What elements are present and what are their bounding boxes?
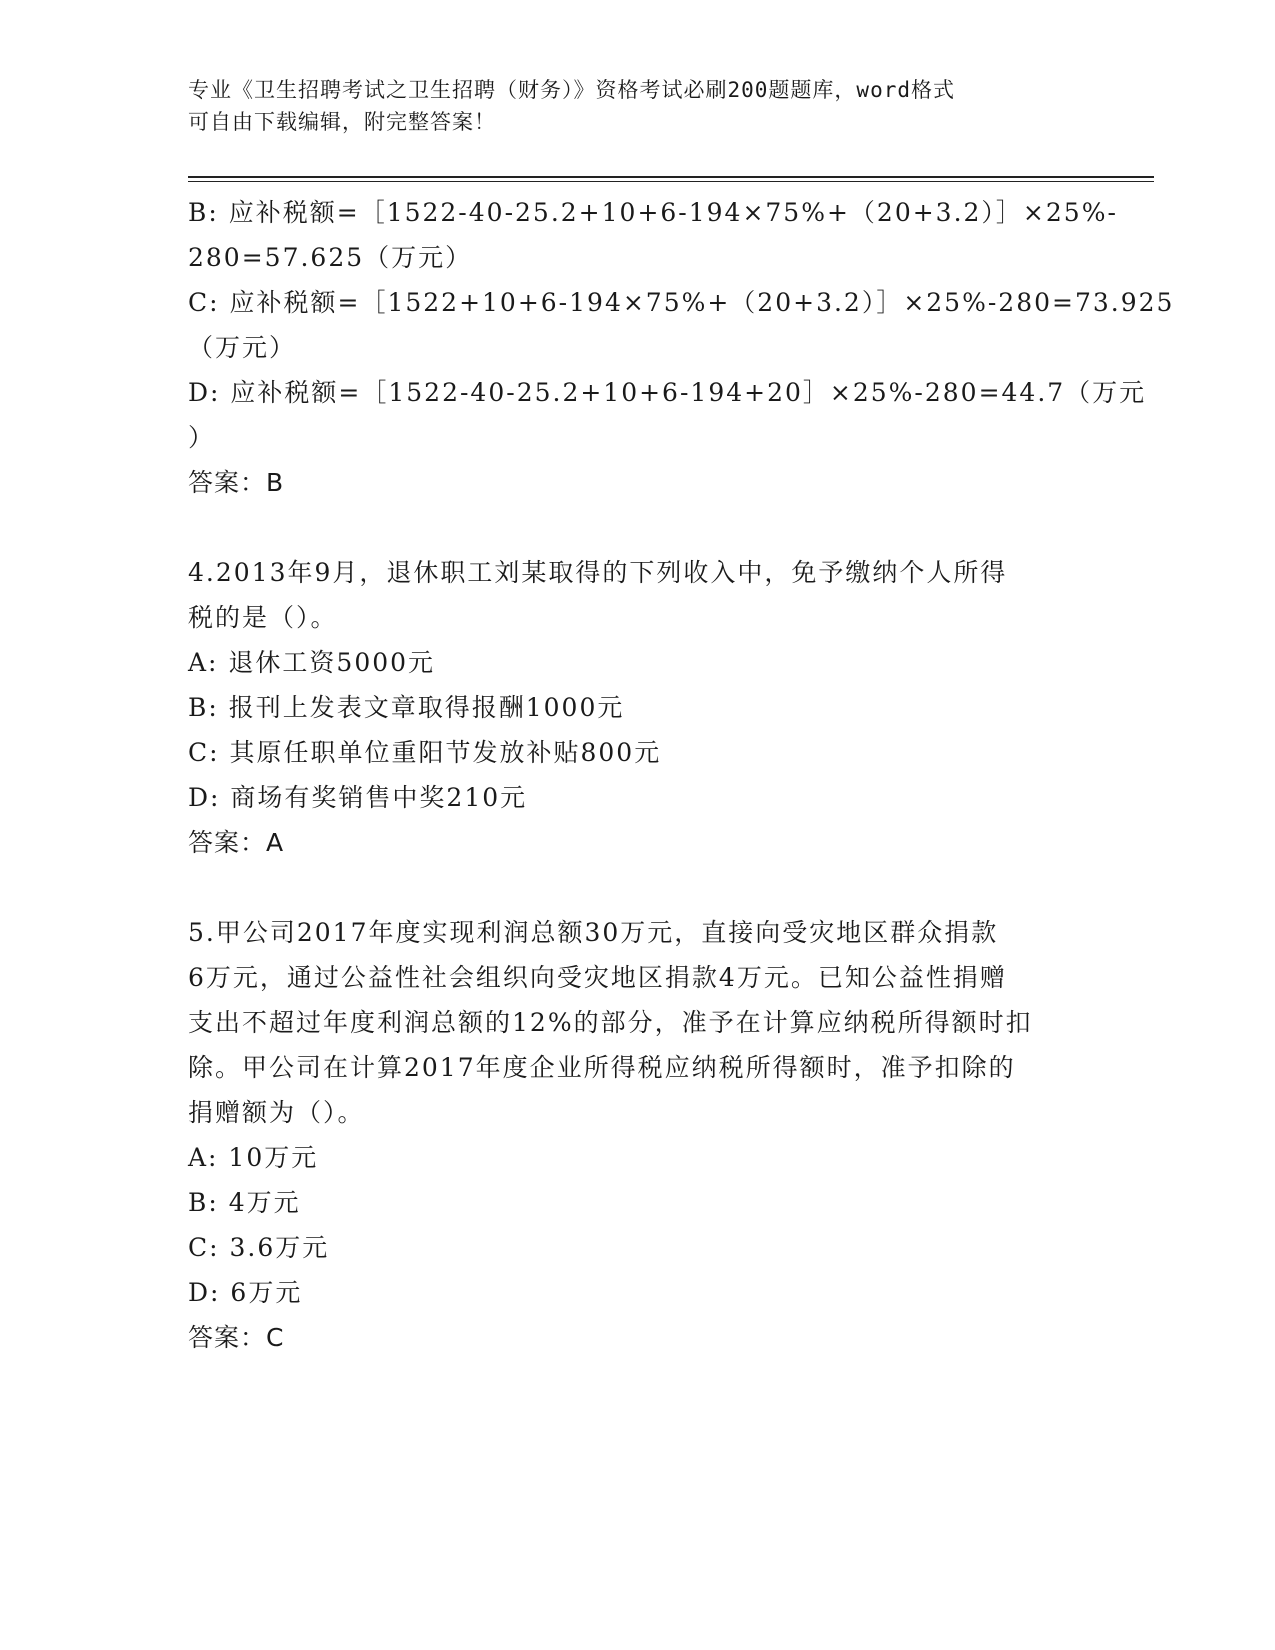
header-title-line-1: 专业《卫生招聘考试之卫生招聘（财务）》资格考试必刷200题题库，word格式 [188, 78, 955, 102]
q4-option-a: A: 退休工资5000元 [188, 648, 436, 677]
q3-answer: 答案：B [188, 468, 285, 497]
q5-option-b: B: 4万元 [188, 1188, 301, 1217]
page-header [188, 74, 1068, 138]
q3-option-b-line-1: B: 应补税额=［1522-40-25.2+10+6-194×75%+（20+3.2）］×25%- [188, 198, 1118, 227]
q4-option-c: C: 其原任职单位重阳节发放补贴800元 [188, 738, 662, 767]
q3-option-c-line-2: （万元） [188, 333, 297, 362]
question-content [188, 190, 1175, 1360]
q4-option-d: D: 商场有奖销售中奖210元 [188, 783, 528, 812]
q5-stem-line-3: 支出不超过年度利润总额的12%的部分，准予在计算应纳税所得额时扣 [188, 1008, 1033, 1037]
q5-option-c: C: 3.6万元 [188, 1233, 330, 1262]
q3-option-b-line-2: 280=57.625（万元） [188, 243, 473, 272]
header-title-line-2: 可自由下载编辑，附完整答案！ [188, 110, 496, 134]
q5-stem-line-5: 捐赠额为（）。 [188, 1098, 365, 1127]
spacer [188, 505, 1088, 550]
q4-answer: 答案：A [188, 828, 285, 857]
q4-stem-line-2: 税的是（）。 [188, 603, 338, 632]
q4-stem-line-1: 4.2013年9月，退休职工刘某取得的下列收入中，免予缴纳个人所得 [188, 558, 1008, 587]
q4-option-b: B: 报刊上发表文章取得报酬1000元 [188, 693, 625, 722]
q5-stem-line-2: 6万元，通过公益性社会组织向受灾地区捐款4万元。已知公益性捐赠 [188, 963, 1007, 992]
q3-option-d-line-2: ） [188, 423, 216, 452]
question-4-block [188, 550, 1088, 865]
q5-answer: 答案：C [188, 1323, 285, 1352]
q3-option-c-line-1: C: 应补税额=［1522+10+6-194×75%+（20+3.2）］×25%-280=73.925 [188, 288, 1175, 317]
q5-stem-line-4: 除。甲公司在计算2017年度企业所得税应纳税所得额时，准予扣除的 [188, 1053, 1016, 1082]
q3-option-d-line-1: D: 应补税额=［1522-40-25.2+10+6-194+20］×25%-280=44.7（万元 [188, 378, 1147, 407]
question-3-block [188, 190, 1175, 505]
question-5-block [188, 910, 1088, 1360]
q5-option-a: A: 10万元 [188, 1143, 319, 1172]
header-divider [188, 176, 1154, 182]
q5-option-d: D: 6万元 [188, 1278, 303, 1307]
q5-stem-line-1: 5.甲公司2017年度实现利润总额30万元，直接向受灾地区群众捐款 [188, 918, 999, 947]
spacer [188, 865, 1088, 910]
